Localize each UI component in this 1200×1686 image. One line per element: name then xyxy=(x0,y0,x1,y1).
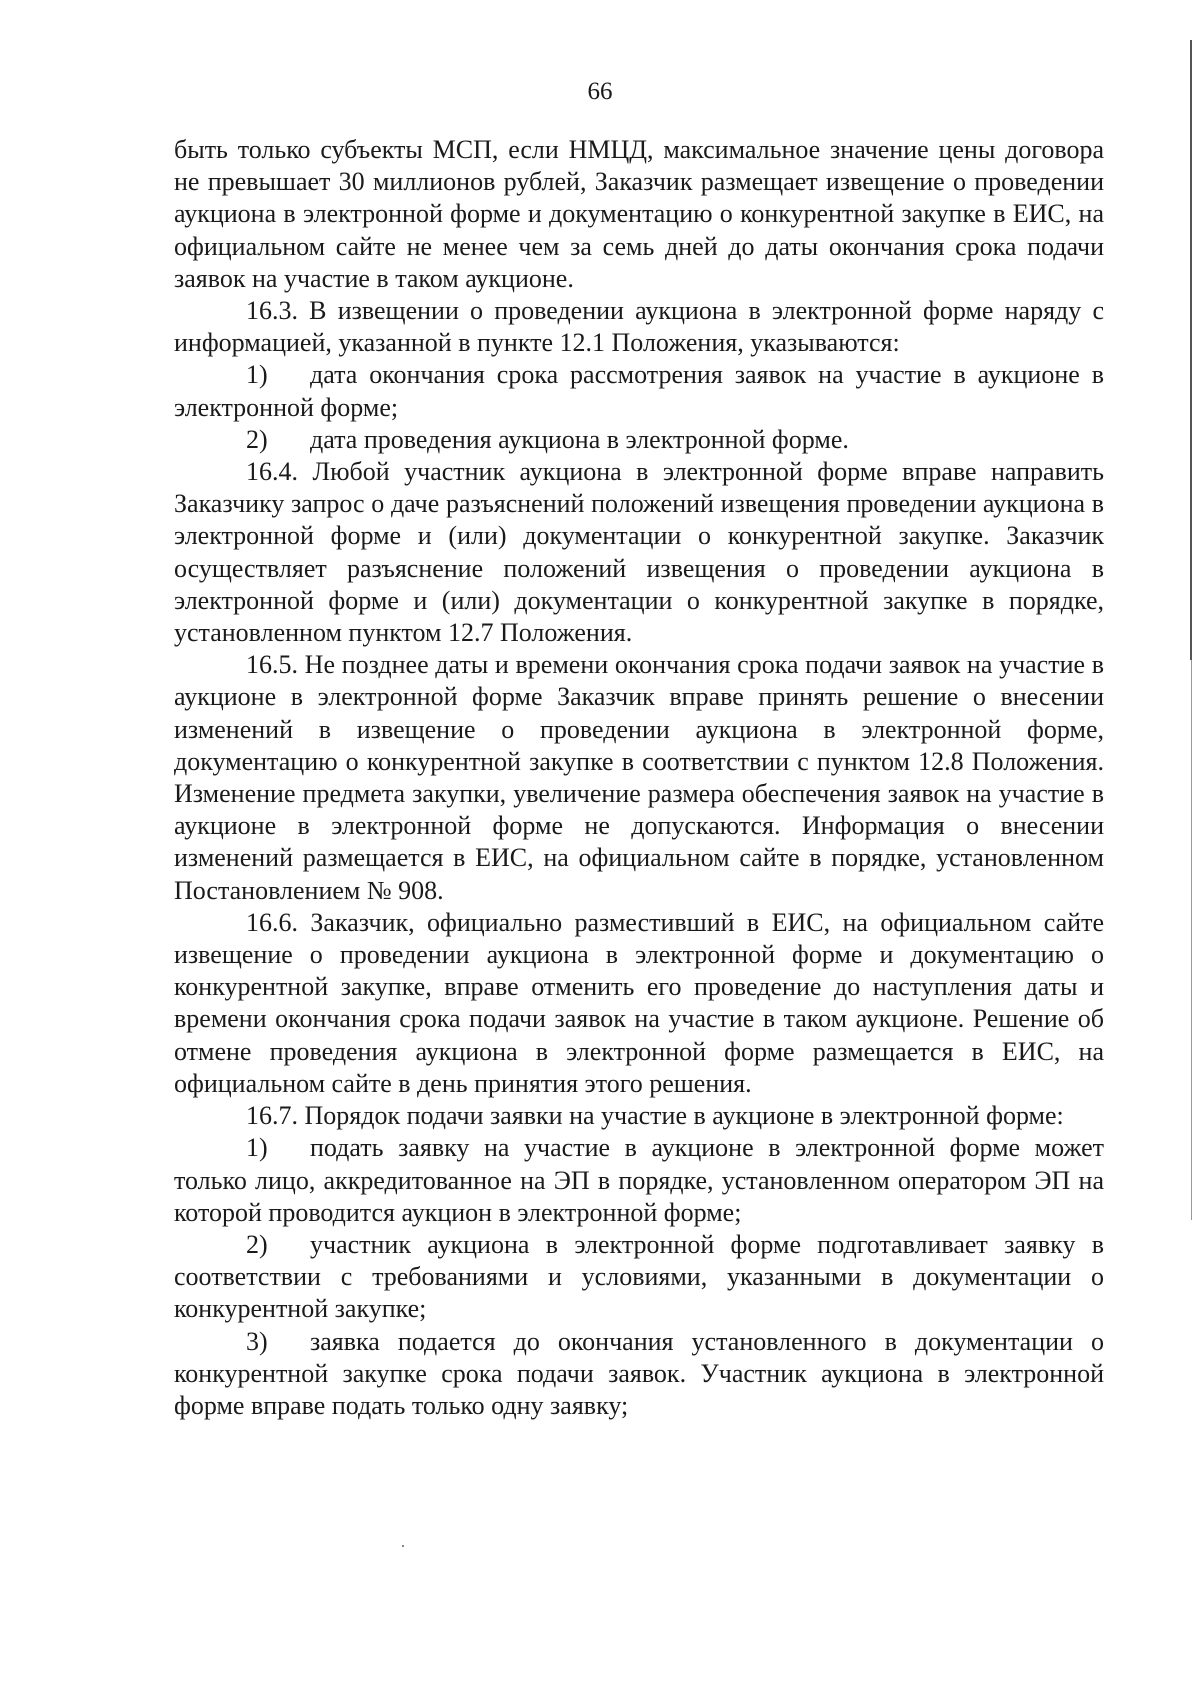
list-item-number: 1) xyxy=(246,1133,268,1163)
paragraph-16-7: 16.7. Порядок подачи заявки на участие в аукционе в электронной форме: xyxy=(246,1101,1064,1131)
list-item-number: 3) xyxy=(246,1326,268,1356)
paragraph-16-3: 16.3. В извещении о проведении аукциона в электронной форме наряду с информацией, указанной в пункте 12.1 Положения, указываются: xyxy=(174,296,1104,358)
paragraph-continuation: быть только субъекты МСП, если НМЦД, максимальное значение цены договора не превышает 30 миллионов рублей, Заказчик размещает извещение о проведении аукциона в электронной форме и документацию о конкурентной закупке в ЕИС, на официальном сайте не менее чем за семь дней до даты окончания срока подачи заявок на участие в таком аукционе. xyxy=(174,135,1104,293)
scan-edge-line xyxy=(1190,40,1192,660)
list-item-text: заявка подается до окончания установленного в документации о конкурентной закупке срока подачи заявок. Участник аукциона в электронной форме вправе подать только одну заявку; xyxy=(174,1326,1104,1420)
list-item-text: дата проведения аукциона в электронной форме. xyxy=(310,424,849,454)
list-item xyxy=(174,424,1104,456)
paragraph-16-4: 16.4. Любой участник аукциона в электронной форме вправе направить Заказчику запрос о даче разъяснений положений извещения проведении аукциона в электронной форме и (или) документации о конкурентной закупке. Заказчик осуществляет разъяснение положений извещения о проведении аукциона в электронной форме и (или) документации о конкурентной закупке в порядке, установленном пунктом 12.7 Положения. xyxy=(174,457,1104,648)
document-body xyxy=(174,134,1104,1422)
list-item xyxy=(174,1132,1104,1229)
list-item xyxy=(174,359,1104,423)
list-item-number: 1) xyxy=(246,360,268,390)
page-number: 66 xyxy=(587,78,613,105)
list-item xyxy=(174,1229,1104,1326)
list-item-text: подать заявку на участие в аукционе в электронной форме может только лицо, аккредитованное на ЭП в порядке, установленном оператором ЭП на которой проводится аукцион в электронной форме; xyxy=(174,1133,1104,1227)
list-item-text: дата окончания срока рассмотрения заявок на участие в аукционе в электронной форме; xyxy=(174,360,1104,422)
paragraph-16-5: 16.5. Не позднее даты и времени окончания срока подачи заявок на участие в аукционе в электронной форме Заказчик вправе принять решение о внесении изменений в извещение о проведении аукциона в электронной форме, документацию о конкурентной закупке в соответствии с пунктом 12.8 Положения. Изменение предмета закупки, увеличение размера обеспечения заявок на участие в аукционе в электронной форме не допускаются. Информация о внесении изменений размещается в ЕИС, на официальном сайте в порядке, установленном Постановлением № 908. xyxy=(174,650,1104,905)
list-item xyxy=(174,1326,1104,1423)
scan-speck xyxy=(402,1545,404,1547)
list-item-number: 2) xyxy=(246,424,268,454)
scan-edge-line-lower xyxy=(1191,660,1192,1220)
paragraph-16-6: 16.6. Заказчик, официально разместивший в ЕИС, на официальном сайте извещение о проведении аукциона в электронной форме и документацию о конкурентной закупке, вправе отменить его проведение до наступления даты и времени окончания срока подачи заявок на участие в таком аукционе. Решение об отмене проведения аукциона в электронной форме размещается в ЕИС, на официальном сайте в день принятия этого решения. xyxy=(174,907,1104,1098)
list-item-number: 2) xyxy=(246,1229,268,1259)
list-item-text: участник аукциона в электронной форме подготавливает заявку в соответствии с требованиями и условиями, указанными в документации о конкурентной закупке; xyxy=(174,1229,1104,1324)
